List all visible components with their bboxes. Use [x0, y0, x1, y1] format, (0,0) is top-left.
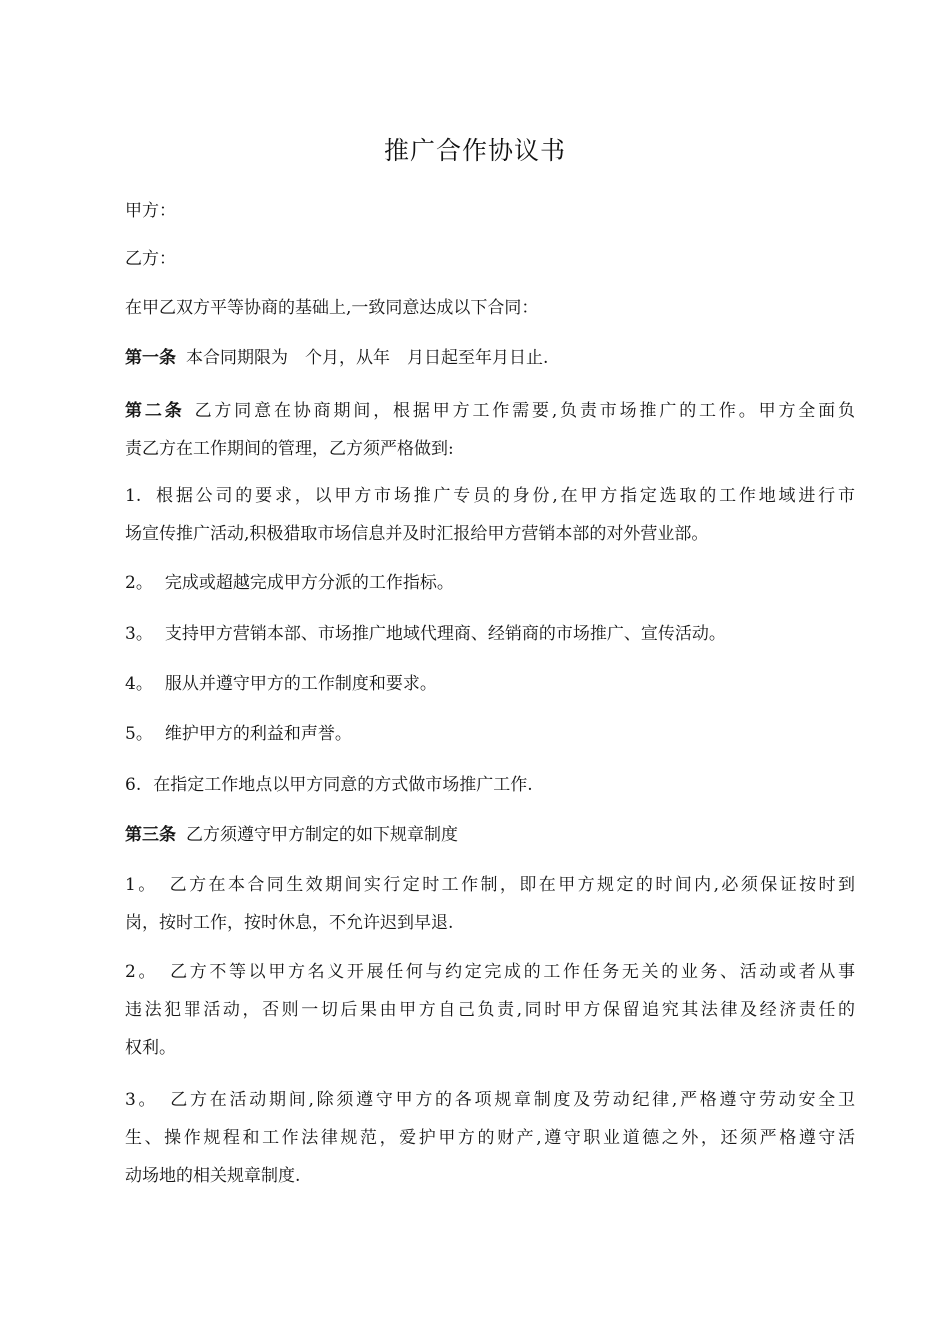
item-number: 1. — [125, 486, 142, 506]
article-3 — [125, 816, 855, 854]
article-2-item-1-line-1: 1. 根据公司的要求，以甲方市场推广专员的身份,在甲方指定选取的工作地域进行市 — [125, 486, 855, 506]
article-2-item-4: 4。 服从并遵守甲方的工作制度和要求。 — [125, 674, 437, 694]
item-number: 4。 — [125, 674, 153, 694]
party-a-line: 甲方： — [125, 201, 176, 221]
article-1-text: 本合同期限为 个月，从年 月日起至年月日止. — [186, 348, 549, 368]
article-2-line-1: 第二条 乙方同意在协商期间，根据甲方工作需要,负责市场推广的工作。甲方全面负 — [125, 401, 856, 421]
item-number: 6. — [125, 775, 142, 795]
item-number: 1。 — [125, 875, 158, 895]
article-2-heading: 第二条 — [125, 401, 185, 421]
article-3-item-3-line-1: 3。 乙方在活动期间,除须遵守甲方的各项规章制度及劳动纪律,严格遵守劳动安全卫 — [125, 1090, 855, 1110]
article-3-item-3 — [125, 1081, 855, 1195]
party-b-line: 乙方： — [125, 249, 176, 269]
article-3-item-3-line-2: 生、操作规程和工作法律规范，爱护甲方的财产,遵守职业道德之外，还须严格遵守活 — [125, 1128, 855, 1148]
item-number: 5。 — [125, 724, 153, 744]
article-3-item-1 — [125, 866, 855, 942]
article-2-line-2: 责乙方在工作期间的管理，乙方须严格做到: — [125, 439, 454, 459]
article-2-item-5: 5。 维护甲方的利益和声誉。 — [125, 724, 352, 744]
item-number: 3。 — [125, 624, 153, 644]
article-2-item-6: 6. 在指定工作地点以甲方同意的方式做市场推广工作. — [125, 775, 533, 795]
article-1 — [125, 339, 855, 377]
article-2-item-1 — [125, 477, 855, 553]
article-3-item-3-line-3: 动场地的相关规章制度. — [125, 1166, 301, 1186]
article-3-item-2-line-3: 权利。 — [125, 1038, 176, 1058]
article-2 — [125, 392, 855, 468]
article-3-item-2 — [125, 953, 855, 1067]
intro-paragraph: 在甲乙双方平等协商的基础上,一致同意达成以下合同： — [125, 298, 539, 318]
article-3-item-1-line-2: 岗，按时工作，按时休息，不允许迟到早退. — [125, 913, 454, 933]
article-3-item-2-line-1: 2。 乙方不等以甲方名义开展任何与约定完成的工作任务无关的业务、活动或者从事 — [125, 962, 855, 982]
article-3-text: 乙方须遵守甲方制定的如下规章制度 — [186, 825, 458, 845]
article-3-heading: 第三条 — [125, 825, 176, 845]
article-2-item-3: 3。 支持甲方营销本部、市场推广地域代理商、经销商的市场推广、宣传活动。 — [125, 624, 726, 644]
item-number: 2。 — [125, 962, 159, 982]
article-3-item-2-line-2: 违法犯罪活动，否则一切后果由甲方自己负责,同时甲方保留追究其法律及经济责任的 — [125, 1000, 855, 1020]
article-3-item-1-line-1: 1。 乙方在本合同生效期间实行定时工作制，即在甲方规定的时间内,必须保证按时到 — [125, 875, 855, 895]
article-2-item-1-line-2: 场宣传推广活动,积极猎取市场信息并及时汇报给甲方营销本部的对外营业部。 — [125, 524, 709, 544]
item-number: 3。 — [125, 1090, 159, 1110]
article-1-heading: 第一条 — [125, 348, 176, 368]
document-title: 推广合作协议书 — [383, 136, 566, 165]
article-2-item-2: 2。 完成或超越完成甲方分派的工作指标。 — [125, 573, 454, 593]
item-number: 2。 — [125, 573, 153, 593]
